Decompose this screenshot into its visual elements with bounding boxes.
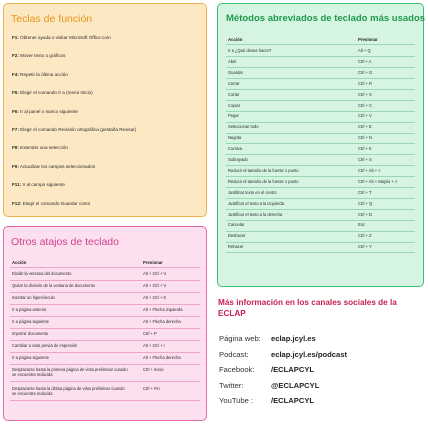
shortcut-keys: Ctrl + E: [358, 124, 372, 130]
function-key-description: Obtener ayuda o visitar Microsoft Office.com: [20, 35, 111, 40]
shortcut-action: Abrir: [228, 58, 237, 64]
other-row-divider: [10, 292, 200, 293]
other-shortcut-keys: Alt + Ctrl + V: [143, 271, 167, 276]
function-key-item: [12, 35, 111, 40]
other-shortcut-keys: Alt + Flecha derecha: [143, 355, 181, 360]
function-key-item: [12, 90, 93, 95]
function-key-label: F1:: [12, 35, 19, 40]
info-link[interactable]: /ECLAPCYL: [271, 396, 315, 405]
other-shortcut-keys: Ctrl + Inicio: [143, 367, 164, 372]
other-row-divider: [10, 316, 200, 317]
other-row-divider: [10, 400, 200, 401]
shortcut-action: Reducir el tamaño de la fuente 1 punto: [228, 167, 299, 173]
other-shortcut-keys: Alt + Ctrl + V: [143, 283, 167, 288]
other-shortcut-action: Ir a página anterior: [12, 307, 47, 312]
shortcut-keys: Ctrl + G: [358, 69, 373, 75]
function-key-item: [12, 53, 65, 58]
function-key-item: [12, 109, 78, 114]
shortcut-keys: Ctrl + Y: [358, 244, 372, 250]
function-key-label: F2:: [12, 53, 19, 59]
shortcut-keys: Ctrl + C: [358, 102, 372, 108]
other-row-divider: [10, 328, 200, 329]
other-header-divider: [10, 267, 200, 268]
function-key-description: Extender una selección: [20, 145, 68, 151]
other-row-divider: [10, 364, 200, 365]
info-label: YouTube :: [219, 396, 254, 405]
shortcut-row-divider: [226, 231, 415, 232]
shortcut-keys: Ctrl + Q: [358, 200, 373, 206]
other-shortcut-action: Dividir la ventana del documento: [12, 271, 72, 276]
other-shortcut-action: Ir a página siguiente: [12, 319, 49, 324]
shortcut-keys: Ctrl + N: [358, 135, 372, 141]
shortcuts-panel: [217, 3, 424, 287]
function-key-label: F4:: [12, 71, 19, 77]
shortcut-keys: Esc: [358, 222, 365, 228]
shortcut-row-divider: [226, 176, 415, 177]
shortcuts-header-action: Acción: [228, 37, 243, 42]
shortcut-action: Reducir el tamaño de la fuente 1 punto: [228, 178, 299, 184]
shortcut-action: Cortar: [228, 91, 240, 97]
shortcut-row-divider: [226, 209, 415, 210]
shortcut-action: Seleccionar todo: [228, 124, 259, 130]
other-row-divider: [10, 381, 200, 382]
other-shortcut-keys: Alt + Ctrl + I: [143, 343, 165, 348]
shortcut-action: Justificar texto en el centro: [228, 189, 277, 195]
function-key-description: Mover texto o gráficos: [20, 53, 66, 59]
shortcut-row-divider: [226, 78, 415, 79]
shortcut-action: Subrayado: [228, 157, 248, 162]
shortcut-action: Justificar el texto a la izquierda: [228, 200, 284, 206]
shortcut-action: Negrita: [228, 135, 242, 141]
function-key-description: Elegir el comando Guardar como: [22, 200, 91, 206]
shortcut-action: Justificar el texto a la derecha: [228, 211, 283, 217]
other-row-divider: [10, 280, 200, 281]
shortcut-row-divider: [226, 89, 415, 90]
shortcut-action: Cursiva: [228, 146, 242, 152]
other-shortcuts-title: Otros atajos de teclado: [11, 236, 119, 248]
function-key-label: F12:: [12, 200, 22, 206]
info-label: Twitter:: [219, 380, 244, 390]
shortcut-keys: Ctrl + Z: [358, 233, 372, 239]
shortcut-keys: Ctrl + K: [358, 146, 372, 152]
shortcut-row-divider: [226, 220, 415, 221]
shortcut-row-divider: [226, 242, 415, 243]
shortcut-row-divider: [226, 56, 415, 57]
other-shortcut-keys: Alt + Flecha derecha: [143, 319, 181, 324]
function-key-item: [12, 145, 68, 150]
shortcut-row-divider: [226, 165, 415, 166]
shortcut-keys: Ctrl + R: [358, 80, 372, 86]
info-label: Página web:: [219, 334, 261, 343]
shortcut-action: Deshacer: [228, 233, 246, 239]
shortcut-action: Cancelar: [228, 222, 245, 228]
function-key-label: F9:: [12, 163, 19, 169]
function-key-label: F5:: [12, 90, 19, 96]
function-key-label: F6:: [12, 108, 19, 114]
other-shortcuts-panel: [3, 226, 207, 421]
shortcut-keys: Ctrl + Alt + Mayús + >: [358, 178, 398, 184]
other-shortcut-keys: Alt + Flecha izquierda: [143, 307, 183, 312]
shortcut-action: Copiar: [228, 102, 241, 108]
other-shortcut-action: Insertar un hipervínculo: [12, 295, 55, 300]
shortcut-keys: Ctrl + T: [358, 189, 372, 195]
other-shortcut-action: Desplazarse hasta la primera página de vista preliminar cuando se encuentra reducida: [12, 367, 128, 377]
function-key-item: [12, 182, 65, 187]
info-title: Más información en los canales sociales de la ECLAP: [218, 298, 397, 318]
function-key-label: F11:: [12, 182, 22, 188]
other-shortcut-keys: Ctrl + P: [143, 331, 157, 336]
shortcut-row-divider: [226, 67, 415, 68]
function-key-description: Repetir la última acción: [20, 71, 68, 77]
other-shortcut-action: Ir a página siguiente: [12, 355, 49, 360]
other-shortcut-action: Cambiar a vista previa de impresión: [12, 343, 78, 348]
other-row-divider: [10, 304, 200, 305]
function-key-description: Elegir el comando Revisión ortográfica (pestaña Revisar): [20, 127, 137, 132]
shortcut-keys: Ctrl + S: [358, 157, 372, 162]
shortcut-row-divider: [226, 252, 415, 253]
function-key-label: F7:: [12, 127, 19, 132]
shortcut-keys: Alt + Q: [358, 48, 371, 53]
shortcut-row-divider: [226, 187, 415, 188]
other-header-press: Presionar: [143, 260, 163, 265]
info-link[interactable]: eclap.jcyl.es/podcast: [271, 349, 347, 359]
other-shortcut-keys: Alt + Ctrl + K: [143, 295, 167, 300]
other-shortcut-action: Quitar la división de la ventana de documento: [12, 283, 96, 288]
function-key-item: [12, 127, 136, 132]
shortcut-row-divider: [226, 143, 415, 144]
shortcuts-header-divider: [226, 44, 415, 45]
shortcut-action: Pegar: [228, 113, 239, 119]
info-link[interactable]: eclap.jcyl.es: [271, 334, 316, 343]
other-shortcut-keys: Ctrl + Fin: [143, 386, 160, 391]
shortcut-row-divider: [226, 198, 415, 199]
shortcut-keys: Ctrl + D: [358, 211, 372, 217]
function-keys-title: Teclas de función: [11, 13, 93, 25]
shortcut-row-divider: [226, 122, 415, 123]
other-shortcut-action: Desplazarse hasta la última página de vista preliminar cuando se encuentra reducida: [12, 386, 125, 396]
shortcut-keys: Ctrl + V: [358, 113, 372, 119]
shortcuts-title: Métodos abreviados de teclado más usados: [226, 13, 426, 24]
info-label: Podcast:: [219, 349, 249, 359]
function-key-description: Elegir el comando Ir a (menú Inicio): [20, 90, 93, 96]
function-key-item: [12, 201, 90, 206]
info-label: Facebook:: [219, 365, 255, 374]
shortcut-row-divider: [226, 154, 415, 155]
info-link[interactable]: @ECLAPCYL: [271, 380, 320, 390]
function-key-label: F8:: [12, 145, 19, 151]
shortcut-row-divider: [226, 133, 415, 134]
other-row-divider: [10, 340, 200, 341]
function-key-item: [12, 72, 68, 77]
shortcut-keys: Ctrl + A: [358, 58, 372, 64]
shortcut-action: Cerrar: [228, 80, 240, 86]
shortcut-keys: Ctrl + X: [358, 91, 372, 97]
shortcut-action: Guardar: [228, 69, 244, 75]
shortcut-row-divider: [226, 100, 415, 101]
info-link[interactable]: /ECLAPCYL: [271, 365, 315, 374]
shortcut-action: Rehacer: [228, 244, 244, 250]
shortcut-row-divider: [226, 111, 415, 112]
other-header-action: Acción: [12, 260, 27, 265]
function-key-description: Actualizar los campos seleccionados: [19, 163, 95, 169]
function-keys-panel: [3, 3, 207, 217]
shortcut-keys: Ctrl + Alt + <: [358, 167, 381, 173]
other-shortcut-action: Imprimir documento: [12, 331, 49, 336]
function-key-description: Ir al panel o marco siguiente: [20, 108, 78, 114]
function-key-item: [12, 164, 95, 169]
other-row-divider: [10, 352, 200, 353]
shortcut-action: Ir a ¿Qué desea hacer?: [228, 48, 272, 53]
function-key-description: Ir al campo siguiente: [22, 182, 65, 188]
shortcuts-header-press: Presionar: [358, 37, 378, 42]
